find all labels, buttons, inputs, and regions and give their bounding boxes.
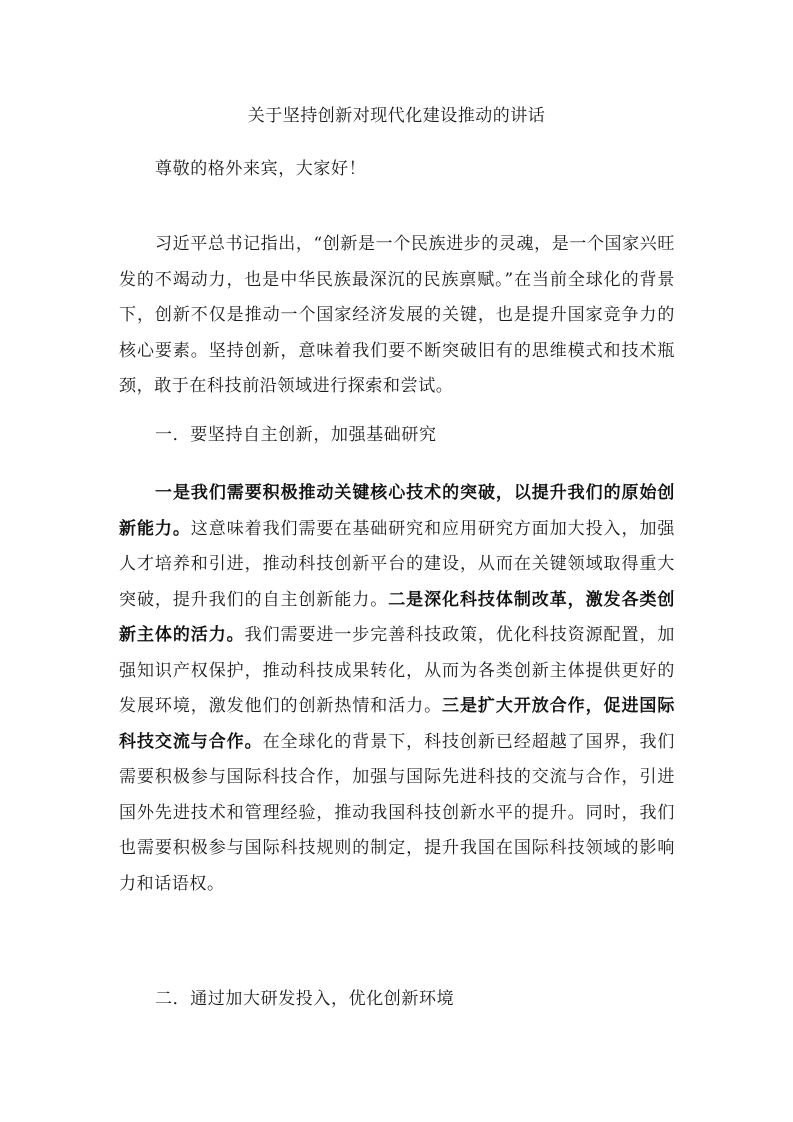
point-3-text: 在全球化的背景下，科技创新已经超越了国界，我们需要积极参与国际科技合作，加强与国际先进科技的交流与合作，引进国外先进技术和管理经验，推动我国科技创新水平的提升。同时，我们也需要积极参与国际科技规则的制定，提升我国在国际科技领域的影响力和话语权。 [119,731,675,894]
point-1-text: 这意味着我们需要在基础研究和应用研究方面加大投入，加强人才培养和引进，推动科技创新平台的建设，从而在关键领域取得重大突破，提升我们的自主创新能力。 [119,518,676,610]
section-2-heading: 二．通过加大研发投入，优化创新环境 [155,989,455,1009]
point-2-emphasis: 二是深化科技体制改革，激发各类创新主体的活力。 [119,589,675,645]
intro-paragraph: 习近平总书记指出，“创新是一个民族进步的灵魂，是一个国家兴旺发的不竭动力，也是中华民族最深沉的民族禀赋。”在当前全球化的背景下，创新不仅是推动一个国家经济发展的关键，也是提升国家竞争力的核心要素。坚持创新，意味着我们要不断突破旧有的思维模式和技术瓶颈，敢于在科技前沿领域进行探索和尝试。 [119,234,675,396]
point-1-emphasis: 一是我们需要积极推动关键核心技术的突破，以提升我们的原始创新能力。 [119,483,675,539]
greeting-paragraph: 尊敬的格外来宾，大家好！ [155,159,367,179]
section-1-body [119,476,675,902]
point-2-text: 我们需要进一步完善科技政策，优化科技资源配置，加强知识产权保护，推动科技成果转化，从而为各类创新主体提供更好的发展环境，激发他们的创新热情和活力。 [119,625,675,716]
document-title: 关于坚持创新对现代化建设推动的讲话 [247,106,546,126]
section-1-heading: 一．要坚持自主创新，加强基础研究 [155,425,437,445]
point-3-emphasis: 三是扩大开放合作，促进国际科技交流与合作。 [119,696,675,752]
